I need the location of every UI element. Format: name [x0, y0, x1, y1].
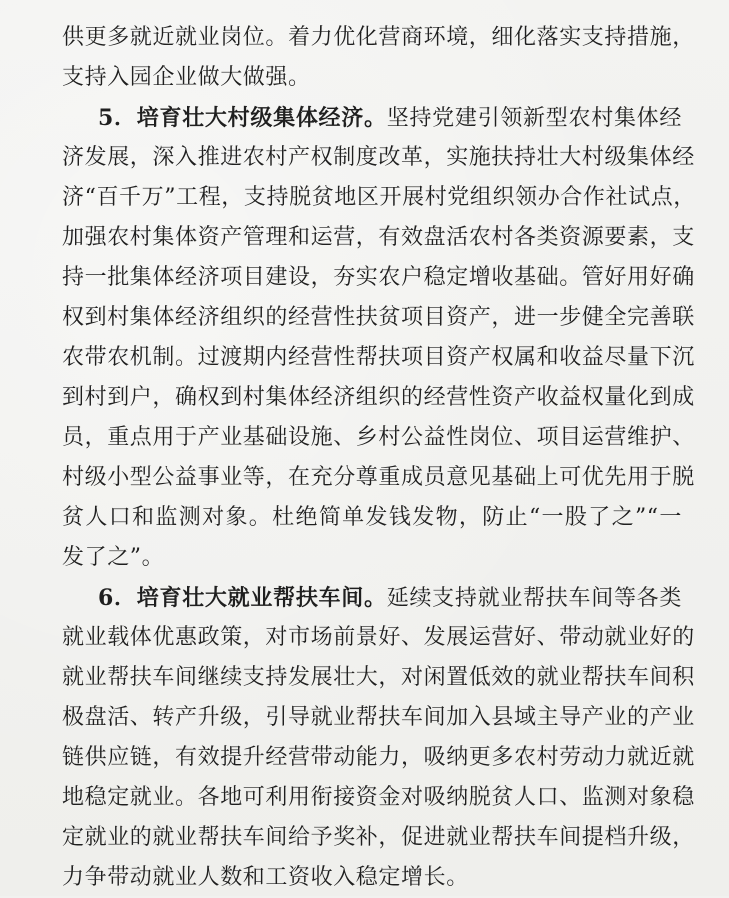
- paragraph-6-heading: 6．培育壮大就业帮扶车间。: [98, 585, 387, 611]
- paragraph-5-first-line-text: 坚持党建引领新型农村集体经: [386, 106, 682, 131]
- text-line: 济发展，深入推进农村产权制度改革，实施扶持壮大村级集体经: [62, 145, 695, 170]
- text-line: 力争带动就业人数和工资收入稳定增长。: [62, 865, 469, 890]
- text-line: 就业载体优惠政策，对市场前景好、发展运营好、带动就业好的: [62, 625, 695, 650]
- paragraph-5-first-line: [98, 98, 682, 138]
- paragraph-5-heading: 5．培育壮大村级集体经济。: [98, 105, 387, 131]
- text-line: 发了之”。: [62, 545, 165, 570]
- paragraph-6-first-line-text: 延续支持就业帮扶车间等各类: [386, 586, 682, 611]
- text-line: 地稳定就业。各地可利用衔接资金对吸纳脱贫人口、监测对象稳: [62, 785, 695, 810]
- text-line: 供更多就近就业岗位。着力优化营商环境，细化落实支持措施，: [62, 25, 695, 50]
- text-line: 加强农村集体资产管理和运营，有效盘活农村各类资源要素，支: [62, 225, 695, 250]
- paragraph-6-first-line: [98, 578, 682, 618]
- text-line: 链供应链，有效提升经营带动能力，吸纳更多农村劳动力就近就: [62, 745, 695, 770]
- text-line: 就业帮扶车间继续支持发展壮大，对闲置低效的就业帮扶车间积: [62, 665, 695, 690]
- text-line: 到村到户，确权到村集体经济组织的经营性资产收益权量化到成: [62, 385, 695, 410]
- text-line: 农带农机制。过渡期内经营性帮扶项目资产权属和收益尽量下沉: [62, 345, 695, 370]
- text-line: 持一批集体经济项目建设，夯实农户稳定增收基础。管好用好确: [62, 265, 695, 290]
- text-line: 贫人口和监测对象。杜绝简单发钱发物，防止“一股了之”“一: [62, 505, 682, 530]
- text-line: 极盘活、转产升级，引导就业帮扶车间加入县域主导产业的产业: [62, 705, 695, 730]
- text-line: 济“百千万”工程，支持脱贫地区开展村党组织领办合作社试点，: [62, 185, 696, 210]
- text-line: 权到村集体经济组织的经营性扶贫项目资产，进一步健全完善联: [62, 305, 695, 330]
- text-line: 村级小型公益事业等，在充分尊重成员意见基础上可优先用于脱: [62, 465, 695, 490]
- text-line: 员，重点用于产业基础设施、乡村公益性岗位、项目运营维护、: [62, 425, 695, 450]
- text-line: 定就业的就业帮扶车间给予奖补，促进就业帮扶车间提档升级，: [62, 825, 695, 850]
- text-line: 支持入园企业做大做强。: [62, 65, 311, 90]
